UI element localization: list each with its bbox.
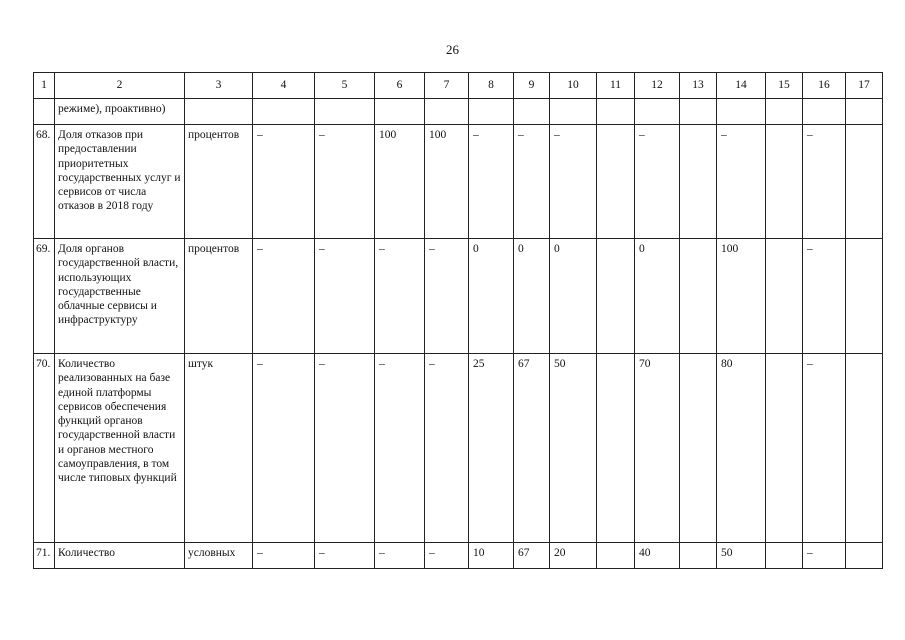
table-cell-value: – xyxy=(253,354,315,543)
table-cell-value: 20 xyxy=(550,543,597,569)
column-number-header: 2 xyxy=(55,73,185,99)
table-cell-value: 0 xyxy=(635,239,680,354)
row-number-cell: 69. xyxy=(34,239,55,354)
table-cell-value xyxy=(846,125,883,239)
table-row xyxy=(34,239,883,354)
table-cell-value: – xyxy=(635,125,680,239)
indicator-name-cell: Количество реализованных на базе единой платформы сервисов обеспечения функций органов государственной власти и органов местного самоуправления, в том числе типовых функций xyxy=(55,354,185,543)
column-number-header: 8 xyxy=(469,73,514,99)
table-cell-value: – xyxy=(803,354,846,543)
table-cell-value: – xyxy=(315,239,375,354)
table-cell-value xyxy=(375,99,425,125)
column-number-header: 14 xyxy=(717,73,766,99)
table-cell-value xyxy=(550,99,597,125)
table-cell-value: 50 xyxy=(717,543,766,569)
table-cell-value: 67 xyxy=(514,543,550,569)
table-cell-value: 100 xyxy=(425,125,469,239)
table-cell-value xyxy=(766,125,803,239)
column-number-header: 9 xyxy=(514,73,550,99)
table-cell-value xyxy=(680,125,717,239)
table-cell-value xyxy=(597,543,635,569)
column-number-header: 5 xyxy=(315,73,375,99)
column-number-header: 6 xyxy=(375,73,425,99)
table-cell-value xyxy=(803,99,846,125)
unit-cell: процентов xyxy=(185,239,253,354)
page-number: 26 xyxy=(446,42,459,57)
table-cell-value xyxy=(766,99,803,125)
table-cell-value xyxy=(766,543,803,569)
table-cell-value: 0 xyxy=(514,239,550,354)
column-number-header: 17 xyxy=(846,73,883,99)
table-cell-value xyxy=(680,239,717,354)
table-cell-value: – xyxy=(253,125,315,239)
table-cell-value: 50 xyxy=(550,354,597,543)
column-number-header: 16 xyxy=(803,73,846,99)
table-cell-value: – xyxy=(253,239,315,354)
indicator-name-cell: Доля органов государственной власти, использующих государственные облачные сервисы и инфраструктуру xyxy=(55,239,185,354)
table-cell-value: 0 xyxy=(550,239,597,354)
table-cell-value xyxy=(680,543,717,569)
table-cell-value: – xyxy=(315,543,375,569)
table-cell-value: – xyxy=(550,125,597,239)
column-number-header: 10 xyxy=(550,73,597,99)
table-cell-value xyxy=(469,99,514,125)
row-number-cell: 68. xyxy=(34,125,55,239)
column-number-header: 3 xyxy=(185,73,253,99)
table-cell-value xyxy=(514,99,550,125)
table-header-row xyxy=(34,73,883,99)
table-cell-value xyxy=(597,354,635,543)
table-cell-value xyxy=(425,99,469,125)
table-cell-value: 10 xyxy=(469,543,514,569)
column-number-header: 7 xyxy=(425,73,469,99)
table-cell-value: 80 xyxy=(717,354,766,543)
table-cell-value: – xyxy=(425,239,469,354)
table-cell-value: – xyxy=(803,239,846,354)
table-cell-value xyxy=(846,239,883,354)
row-number-cell: 71. xyxy=(34,543,55,569)
data-table xyxy=(33,72,883,569)
column-number-header: 15 xyxy=(766,73,803,99)
table-cell-value xyxy=(680,99,717,125)
table-cell-value xyxy=(846,543,883,569)
table-cell-value: – xyxy=(425,354,469,543)
table-cell-value: – xyxy=(469,125,514,239)
table-row xyxy=(34,125,883,239)
table-cell-value: – xyxy=(375,543,425,569)
table-cell-value: 67 xyxy=(514,354,550,543)
column-number-header: 1 xyxy=(34,73,55,99)
table-cell-value xyxy=(766,239,803,354)
column-number-header: 11 xyxy=(597,73,635,99)
table-cell-value: 40 xyxy=(635,543,680,569)
table-cell-value: – xyxy=(514,125,550,239)
table-cell-value: – xyxy=(315,354,375,543)
table-cell-value xyxy=(717,99,766,125)
table-cell-value xyxy=(597,99,635,125)
table-cell-value xyxy=(846,354,883,543)
table-cell-value: 100 xyxy=(717,239,766,354)
table-cell-value: – xyxy=(315,125,375,239)
unit-cell: штук xyxy=(185,354,253,543)
unit-cell: условных xyxy=(185,543,253,569)
table-cell-value: – xyxy=(375,354,425,543)
table-cell-value xyxy=(253,99,315,125)
unit-cell: процентов xyxy=(185,125,253,239)
table-cell-value xyxy=(315,99,375,125)
table-cell-value xyxy=(766,354,803,543)
table-cell-value xyxy=(635,99,680,125)
table-cell-value xyxy=(597,239,635,354)
row-number-cell xyxy=(34,99,55,125)
table-cell-value: 70 xyxy=(635,354,680,543)
table-cell-value xyxy=(597,125,635,239)
table-row xyxy=(34,543,883,569)
column-number-header: 13 xyxy=(680,73,717,99)
indicator-name-cell: Количество xyxy=(55,543,185,569)
table-cell-value: – xyxy=(425,543,469,569)
table-cell-value: – xyxy=(717,125,766,239)
column-number-header: 4 xyxy=(253,73,315,99)
table-cell-value xyxy=(680,354,717,543)
table-cell-value: – xyxy=(375,239,425,354)
column-number-header: 12 xyxy=(635,73,680,99)
table-row xyxy=(34,99,883,125)
table-cell-value: 25 xyxy=(469,354,514,543)
table-cell-value: – xyxy=(803,543,846,569)
unit-cell xyxy=(185,99,253,125)
indicator-name-cell: Доля отказов при предоставлении приоритетных государственных услуг и сервисов от числа отказов в 2018 году xyxy=(55,125,185,239)
table-row xyxy=(34,354,883,543)
table-cell-value: 100 xyxy=(375,125,425,239)
table-cell-value: 0 xyxy=(469,239,514,354)
table-cell-value xyxy=(846,99,883,125)
table-cell-value: – xyxy=(253,543,315,569)
table-cell-value: – xyxy=(803,125,846,239)
indicator-name-cell: режиме), проактивно) xyxy=(55,99,185,125)
row-number-cell: 70. xyxy=(34,354,55,543)
